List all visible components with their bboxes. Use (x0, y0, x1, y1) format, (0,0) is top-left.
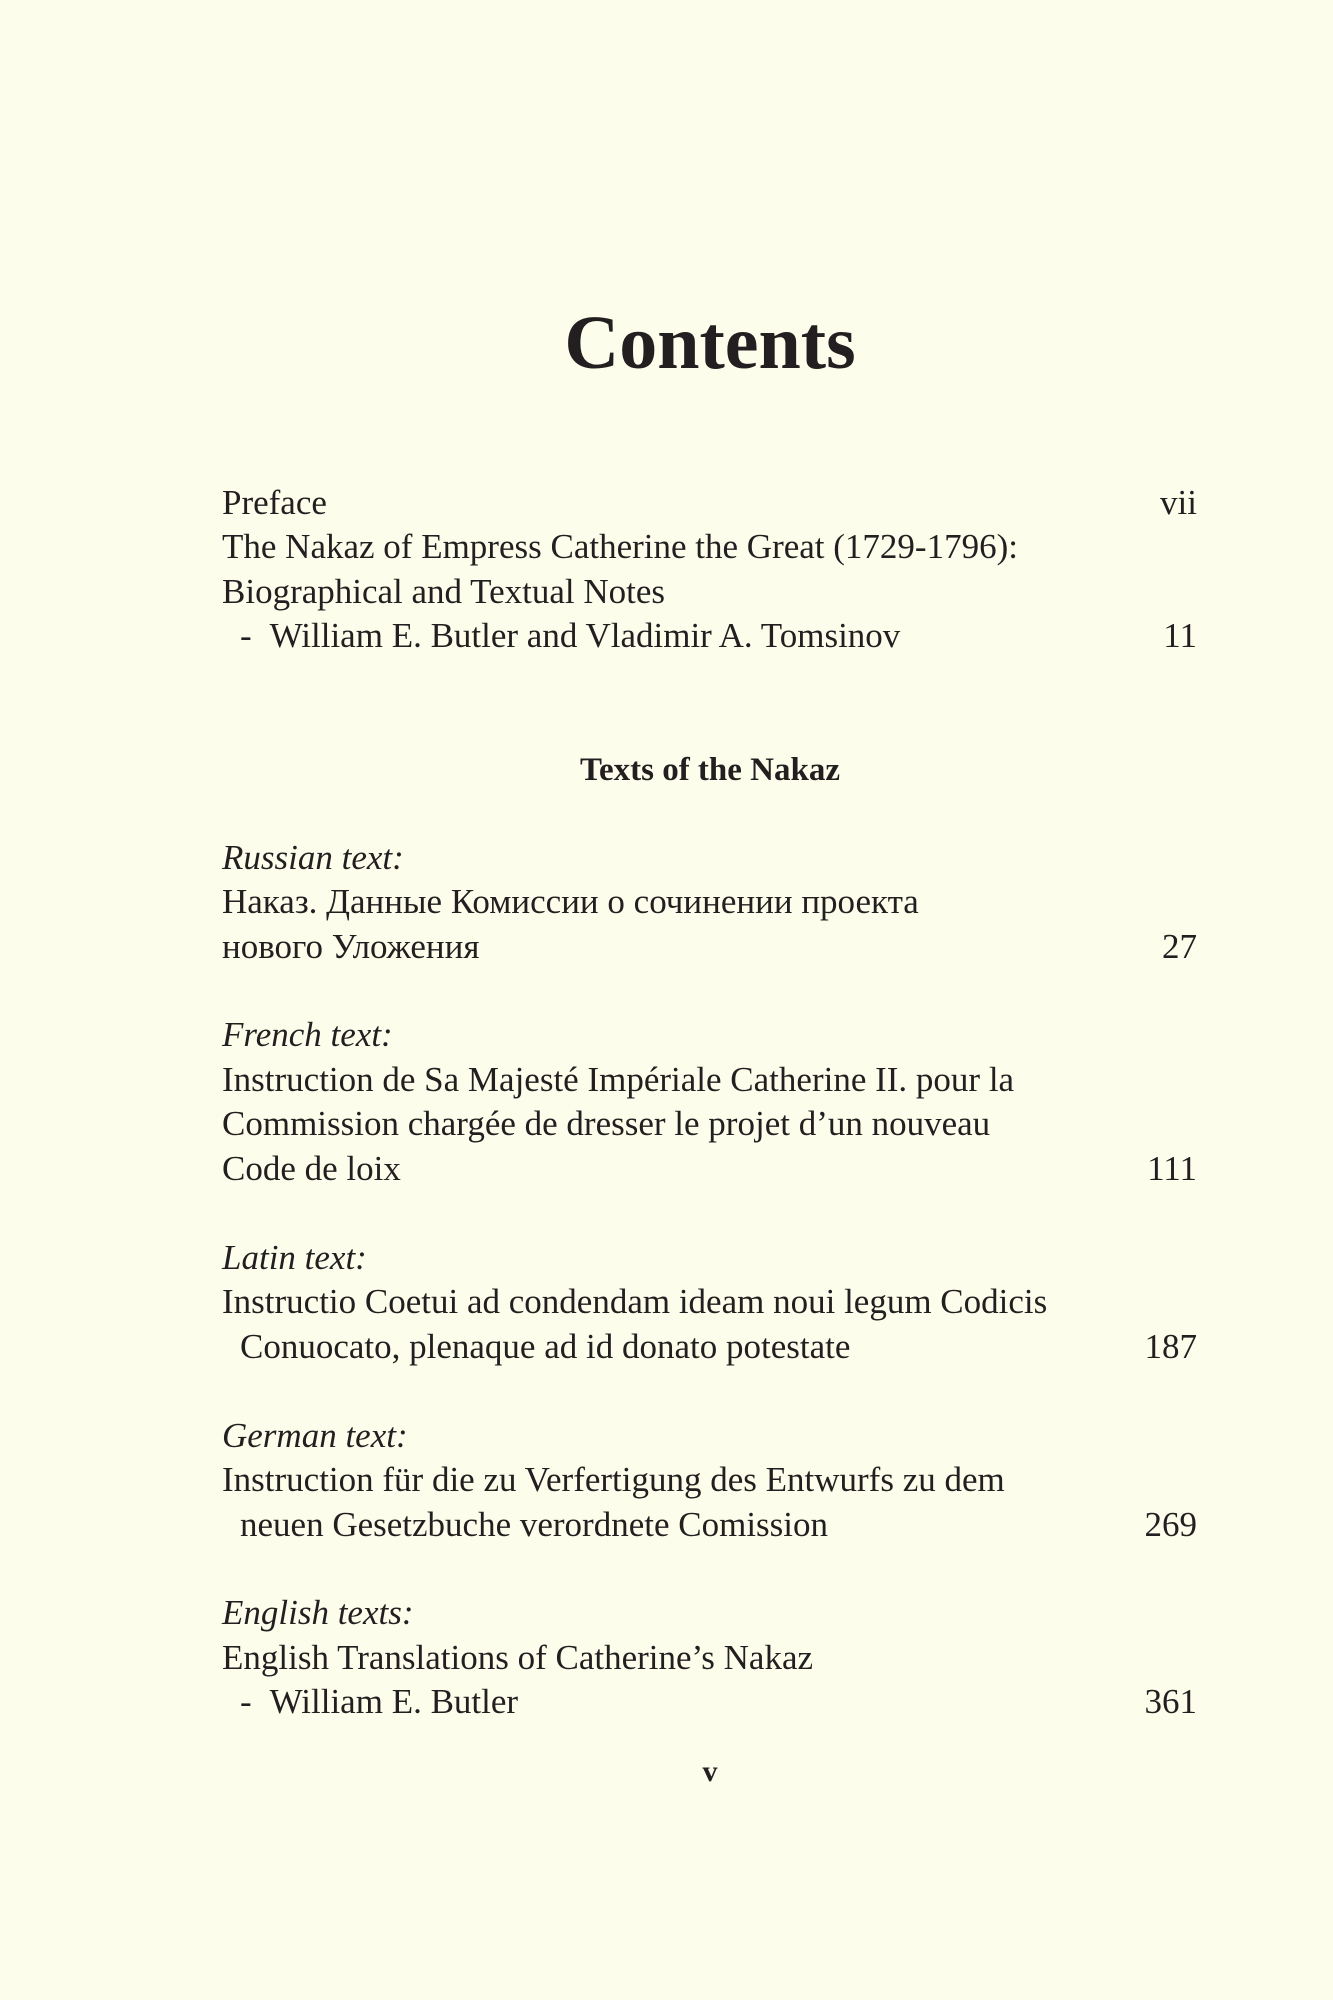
toc-entry-label: neuen Gesetzbuche verordnete Comission (240, 1505, 829, 1544)
page-title: Contents (564, 301, 856, 385)
toc-entry-german-line1[interactable] (222, 1458, 1197, 1502)
section-heading: Texts of the Nakaz (579, 752, 841, 788)
toc-entry-authors: William E. Butler and Vladimir A. Tomsinov (269, 616, 901, 655)
toc-entry-french-line3[interactable] (222, 1147, 1197, 1191)
toc-page-number: 111 (1147, 1149, 1197, 1188)
toc-entry-english-line1[interactable] (222, 1636, 1197, 1680)
toc-entry-label: Instruction für die zu Verfertigung des Entwurfs zu dem (222, 1460, 1005, 1499)
toc-entry-nakaz-notes-authors[interactable] (222, 614, 1197, 658)
toc-entry-label: Preface (222, 483, 327, 522)
english-text-label: English texts: (222, 1593, 414, 1632)
toc-page-number: 27 (1162, 927, 1197, 966)
toc-entry-label: Instructio Coetui ad condendam ideam noui legum Codicis (222, 1282, 1048, 1321)
toc-page-number: 269 (1144, 1505, 1197, 1544)
german-text-label: German text: (222, 1416, 408, 1455)
toc-entry-nakaz-notes-line1[interactable] (222, 525, 1197, 569)
page-folio: v (702, 1755, 718, 1788)
toc-entry-label: English Translations of Catherine’s Nakaz (222, 1638, 814, 1677)
toc-entry-label: нового Уложения (222, 927, 480, 966)
toc-entry-french-line2[interactable] (222, 1102, 1197, 1146)
author-dash: - (240, 1682, 252, 1721)
toc-entry-label: Code de loix (222, 1149, 401, 1188)
toc-entry-russian-line2[interactable] (222, 925, 1197, 969)
toc-entry-label: Commission chargée de dresser le projet d’un nouveau (222, 1104, 991, 1143)
russian-text-label: Russian text: (222, 838, 404, 877)
toc-entry-label: Biographical and Textual Notes (222, 572, 666, 611)
toc-entry-label: Instruction de Sa Majesté Impériale Catherine II. pour la (222, 1060, 1015, 1099)
toc-entry-english-author[interactable] (222, 1680, 1197, 1724)
french-text-label: French text: (222, 1015, 393, 1054)
toc-entry-authors: William E. Butler (269, 1682, 519, 1721)
toc-entry-preface[interactable] (222, 481, 1197, 525)
latin-text-label: Latin text: (222, 1238, 367, 1277)
toc-entry-german-line2[interactable] (222, 1503, 1197, 1547)
toc-page-number: vii (1160, 483, 1197, 522)
toc-entry-latin-line2[interactable] (222, 1325, 1197, 1369)
toc-entry-latin-line1[interactable] (222, 1280, 1197, 1324)
toc-page-number: 11 (1163, 616, 1197, 655)
author-dash: - (240, 616, 252, 655)
toc-entry-french-line1[interactable] (222, 1058, 1197, 1102)
toc-entry-label: The Nakaz of Empress Catherine the Great (1729-1796): (222, 527, 1018, 566)
toc-entry-label: Наказ. Данные Комиссии о сочинении проекта (222, 882, 919, 921)
toc-entry-label: Conuocato, plenaque ad id donato potestate (240, 1327, 851, 1366)
toc-entry-russian-line1[interactable] (222, 880, 1197, 924)
toc-page-number: 187 (1144, 1327, 1197, 1366)
toc-entry-nakaz-notes-line2[interactable] (222, 570, 1197, 614)
toc-page-number: 361 (1144, 1682, 1197, 1721)
